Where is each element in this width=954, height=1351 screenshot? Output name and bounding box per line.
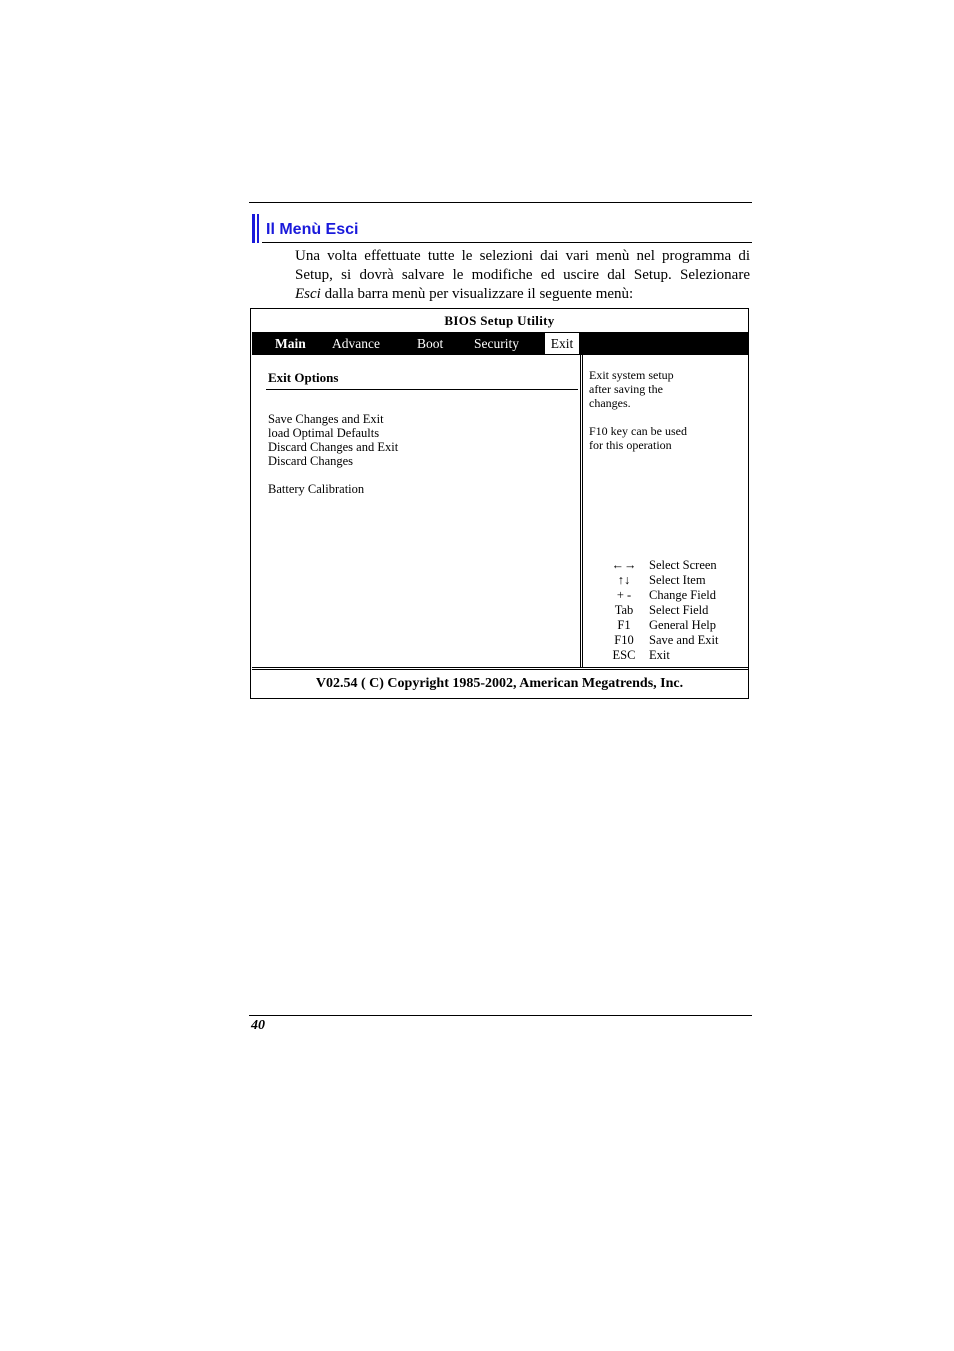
key-desc-exit: Exit xyxy=(649,648,670,662)
paragraph-line-3 xyxy=(295,285,750,304)
key-desc-general-help: General Help xyxy=(649,618,716,632)
paragraph-emphasis: Esci xyxy=(295,286,321,302)
key-desc-change-field: Change Field xyxy=(649,588,717,602)
exit-options-title: Exit Options xyxy=(268,370,339,385)
column-divider xyxy=(580,355,581,667)
menu-advance[interactable]: Advance xyxy=(332,336,380,351)
option-battery-calibration[interactable]: Battery Calibration xyxy=(268,482,365,496)
key-f10: F10 xyxy=(614,633,634,647)
footer-divider xyxy=(252,667,749,668)
key-esc: ESC xyxy=(612,648,636,662)
page-number: 40 xyxy=(251,1018,265,1033)
section-heading: Il Menù Esci xyxy=(266,221,359,238)
arrows-horizontal-icon: ←→ xyxy=(611,558,637,572)
help-line-1: Exit system setup xyxy=(589,368,674,382)
top-rule xyxy=(249,202,752,203)
key-desc-select-field: Select Field xyxy=(649,603,709,617)
key-desc-select-item: Select Item xyxy=(649,573,706,587)
paragraph-line-1: Una volta effettuate tutte le selezioni dai vari menù nel programma di xyxy=(295,248,750,264)
heading-marker xyxy=(252,214,255,243)
arrows-vertical-icon: ↑↓ xyxy=(617,573,631,587)
help-line-4: F10 key can be used xyxy=(589,424,687,438)
key-tab: Tab xyxy=(614,603,634,617)
menu-main[interactable]: Main xyxy=(275,336,306,351)
help-line-2: after saving the xyxy=(589,382,663,396)
column-divider-2 xyxy=(582,355,583,667)
help-line-5: for this operation xyxy=(589,438,672,452)
menu-boot[interactable]: Boot xyxy=(417,336,444,351)
menu-security[interactable]: Security xyxy=(474,336,519,351)
bios-title: BIOS Setup Utility xyxy=(444,313,555,328)
option-discard-changes-exit[interactable]: Discard Changes and Exit xyxy=(268,440,399,454)
option-load-optimal-defaults[interactable]: load Optimal Defaults xyxy=(268,426,380,440)
bottom-rule xyxy=(249,1015,752,1016)
key-plus-minus: + - xyxy=(616,588,632,602)
footer-divider-2 xyxy=(252,669,749,670)
exit-options-rule xyxy=(266,389,578,390)
paragraph-line-2: Setup, si dovrà salvare le modifiche ed uscire dal Setup. Selezionare xyxy=(295,267,750,283)
heading-rule xyxy=(262,242,752,243)
key-desc-save-exit: Save and Exit xyxy=(649,633,719,647)
intro-paragraph xyxy=(295,247,750,304)
option-discard-changes[interactable]: Discard Changes xyxy=(268,454,354,468)
key-f1: F1 xyxy=(617,618,631,632)
heading-marker-2 xyxy=(257,214,259,243)
menu-exit[interactable]: Exit xyxy=(545,333,579,354)
key-desc-select-screen: Select Screen xyxy=(649,558,717,572)
paragraph-line-3-rest: dalla barra menù per visualizzare il seguente menù: xyxy=(320,286,634,302)
help-line-3: changes. xyxy=(589,396,631,410)
bios-copyright: V02.54 ( C) Copyright 1985-2002, American Megatrends, Inc. xyxy=(315,676,684,691)
option-save-changes-exit[interactable]: Save Changes and Exit xyxy=(268,412,384,426)
